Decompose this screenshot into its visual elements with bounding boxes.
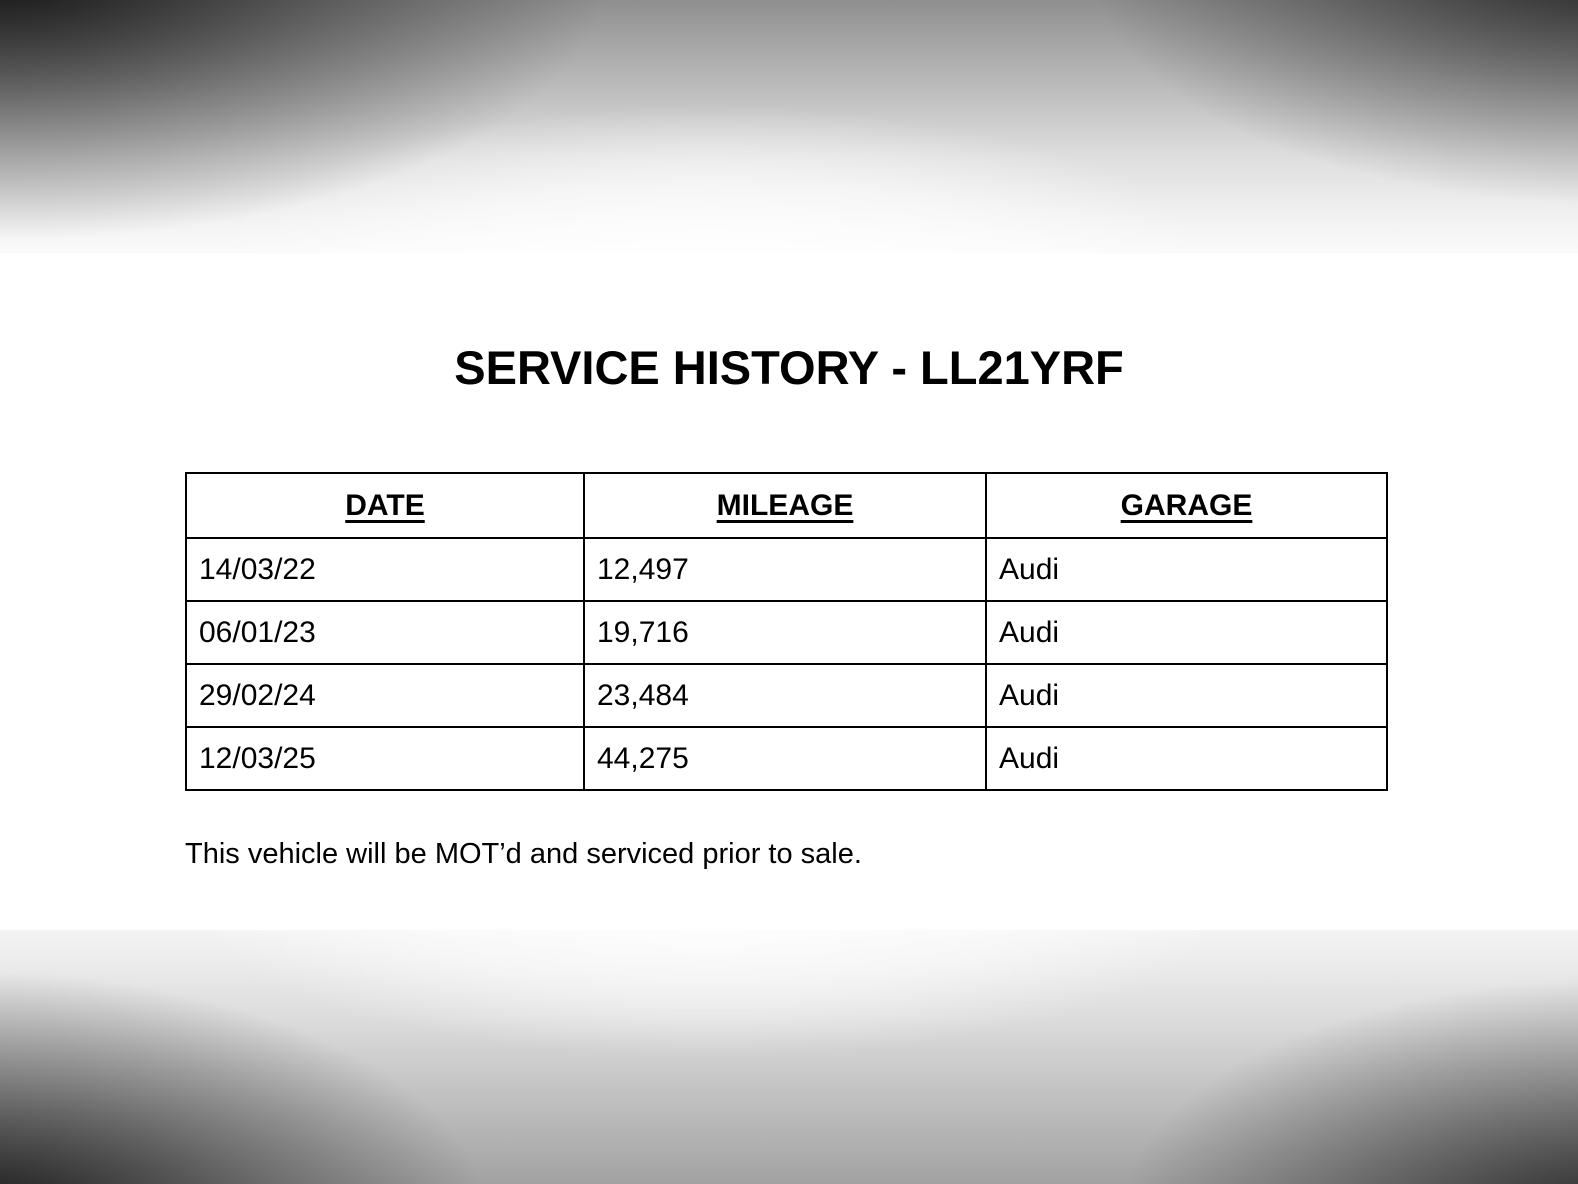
document-sheet <box>0 253 1578 930</box>
table-row <box>186 538 1387 601</box>
page-title: SERVICE HISTORY - LL21YRF <box>454 341 1124 394</box>
column-header-mileage: MILEAGE <box>584 473 986 538</box>
cell-mileage: 12,497 <box>584 538 986 601</box>
cell-mileage: 44,275 <box>584 727 986 790</box>
cell-date: 14/03/22 <box>186 538 584 601</box>
column-header-garage: GARAGE <box>986 473 1387 538</box>
cell-mileage: 23,484 <box>584 664 986 727</box>
table-header-row <box>186 473 1387 538</box>
cell-garage: Audi <box>986 601 1387 664</box>
blurred-top-band <box>0 0 1578 253</box>
cell-date: 29/02/24 <box>186 664 584 727</box>
column-header-date: DATE <box>186 473 584 538</box>
cell-garage: Audi <box>986 727 1387 790</box>
cell-date: 06/01/23 <box>186 601 584 664</box>
cell-mileage: 19,716 <box>584 601 986 664</box>
table-row <box>186 601 1387 664</box>
cell-garage: Audi <box>986 664 1387 727</box>
cell-garage: Audi <box>986 538 1387 601</box>
blurred-bottom-band <box>0 930 1578 1184</box>
table-row <box>186 727 1387 790</box>
service-history-table <box>185 472 1388 791</box>
table-row <box>186 664 1387 727</box>
cell-date: 12/03/25 <box>186 727 584 790</box>
footer-note: This vehicle will be MOT’d and serviced prior to sale. <box>185 838 862 870</box>
